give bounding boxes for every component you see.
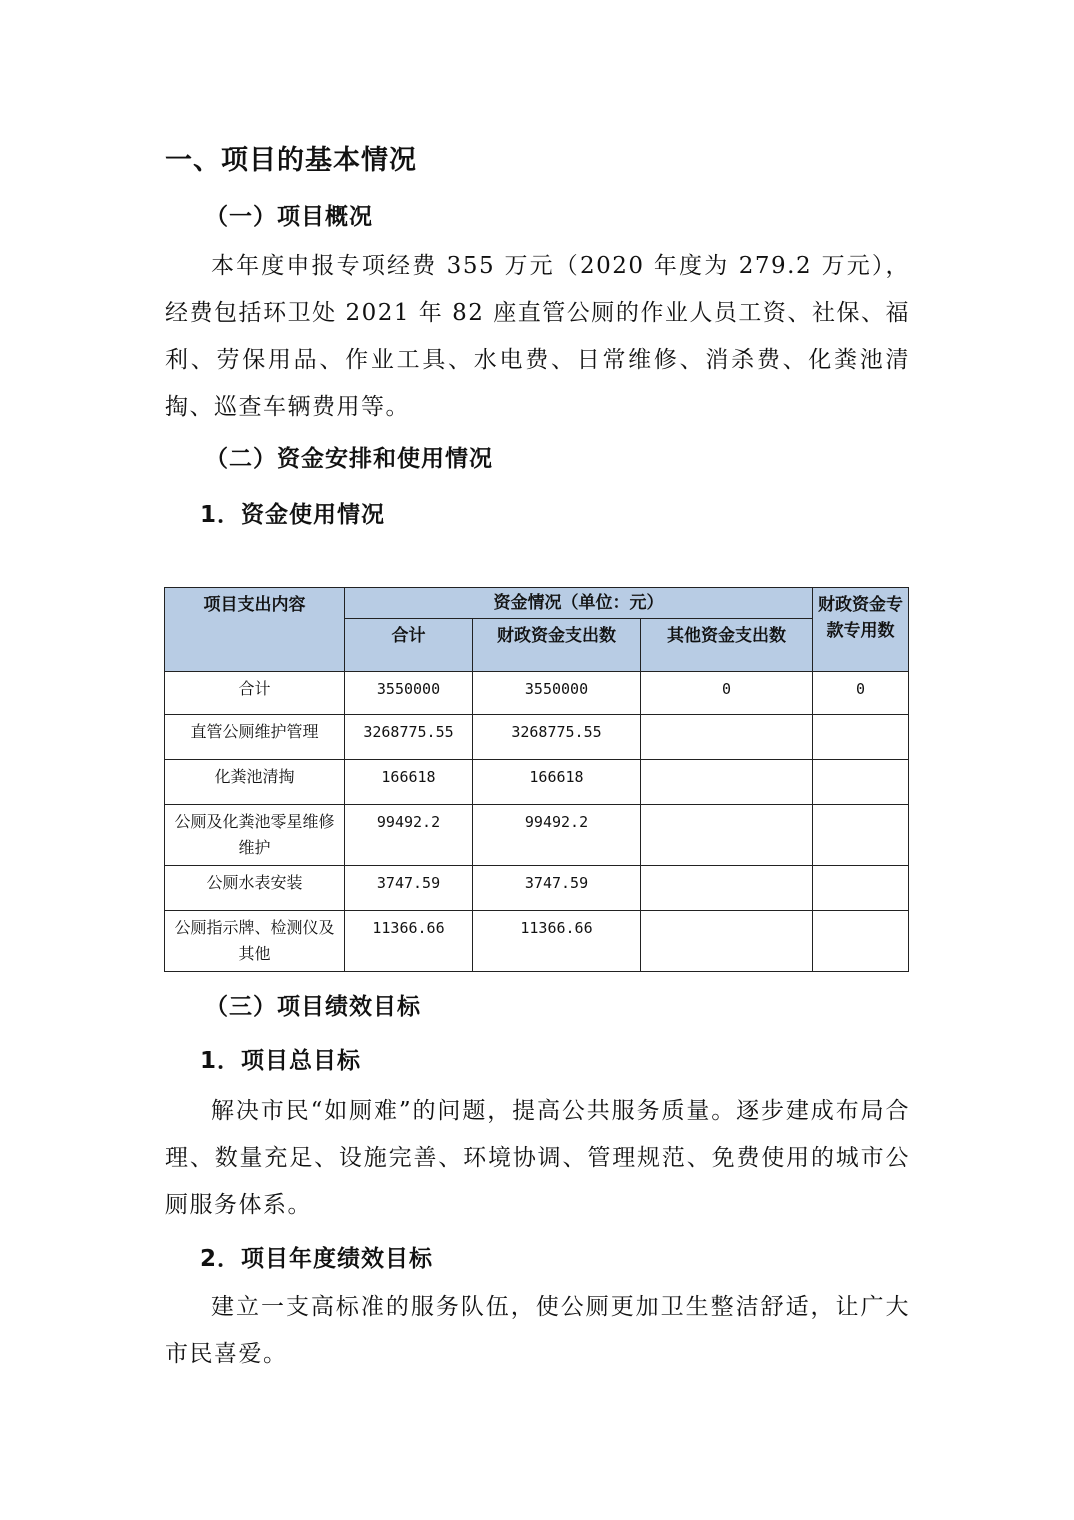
cell-special bbox=[813, 715, 909, 760]
cell-special bbox=[813, 805, 909, 866]
cell-total: 3268775.55 bbox=[345, 715, 473, 760]
table-row bbox=[165, 911, 909, 972]
subsection-title-overall-goal: 1．项目总目标 bbox=[200, 1048, 362, 1074]
cell-fiscal: 3550000 bbox=[473, 672, 641, 715]
cell-other: 0 bbox=[641, 672, 813, 715]
overview-paragraph: 本年度申报专项经费 355 万元（2020 年度为 279.2 万元），经费包括环卫处 2021 年 82 座直管公厕的作业人员工资、社保、福利、劳保用品、作业工具、水电费、日常维修、消杀费、化粪池清掏、巡查车辆费用等。 bbox=[165, 253, 910, 420]
cell-other bbox=[641, 866, 813, 911]
cell-item-name: 公厕及化粪池零星维修维护 bbox=[165, 805, 345, 866]
table-row bbox=[165, 715, 909, 760]
cell-special: 0 bbox=[813, 672, 909, 715]
section-title-goals: （三）项目绩效目标 bbox=[205, 994, 421, 1020]
subsection-title-fund-usage: 1．资金使用情况 bbox=[200, 502, 386, 528]
table-row bbox=[165, 866, 909, 911]
table-row bbox=[165, 805, 909, 866]
header-other: 其他资金支出数 bbox=[641, 619, 813, 672]
cell-total: 3747.59 bbox=[345, 866, 473, 911]
page-heading: 一、项目的基本情况 bbox=[165, 145, 417, 176]
cell-special bbox=[813, 866, 909, 911]
header-special: 财政资金专款专用数 bbox=[813, 588, 909, 672]
cell-fiscal: 3268775.55 bbox=[473, 715, 641, 760]
cell-item-name: 化粪池清掏 bbox=[165, 760, 345, 805]
table-row bbox=[165, 672, 909, 715]
cell-total: 11366.66 bbox=[345, 911, 473, 972]
header-fiscal: 财政资金支出数 bbox=[473, 619, 641, 672]
header-total: 合计 bbox=[345, 619, 473, 672]
cell-fiscal: 11366.66 bbox=[473, 911, 641, 972]
cell-other bbox=[641, 805, 813, 866]
cell-total: 166618 bbox=[345, 760, 473, 805]
section-title-overview: （一）项目概况 bbox=[205, 204, 373, 230]
cell-fiscal: 166618 bbox=[473, 760, 641, 805]
annual-goal-paragraph: 建立一支高标准的服务队伍，使公厕更加卫生整洁舒适，让广大市民喜爱。 bbox=[165, 1294, 910, 1367]
fund-usage-table bbox=[164, 587, 909, 972]
cell-other bbox=[641, 715, 813, 760]
cell-item-name: 直管公厕维护管理 bbox=[165, 715, 345, 760]
cell-item-name: 合计 bbox=[165, 672, 345, 715]
overall-goal-paragraph: 解决市民“如厕难”的问题，提高公共服务质量。逐步建成布局合理、数量充足、设施完善、环境协调、管理规范、免费使用的城市公厕服务体系。 bbox=[165, 1098, 910, 1218]
cell-special bbox=[813, 911, 909, 972]
cell-total: 3550000 bbox=[345, 672, 473, 715]
cell-fiscal: 3747.59 bbox=[473, 866, 641, 911]
cell-other bbox=[641, 911, 813, 972]
header-fund-group: 资金情况（单位：元） bbox=[345, 588, 813, 619]
cell-fiscal: 99492.2 bbox=[473, 805, 641, 866]
cell-other bbox=[641, 760, 813, 805]
table-header-row bbox=[165, 588, 909, 619]
cell-special bbox=[813, 760, 909, 805]
section-title-funding: （二）资金安排和使用情况 bbox=[205, 446, 493, 472]
subsection-title-annual-goal: 2．项目年度绩效目标 bbox=[200, 1246, 434, 1272]
cell-total: 99492.2 bbox=[345, 805, 473, 866]
cell-item-name: 公厕指示牌、检测仪及其他 bbox=[165, 911, 345, 972]
cell-item-name: 公厕水表安装 bbox=[165, 866, 345, 911]
table-row bbox=[165, 760, 909, 805]
header-content: 项目支出内容 bbox=[165, 588, 345, 672]
